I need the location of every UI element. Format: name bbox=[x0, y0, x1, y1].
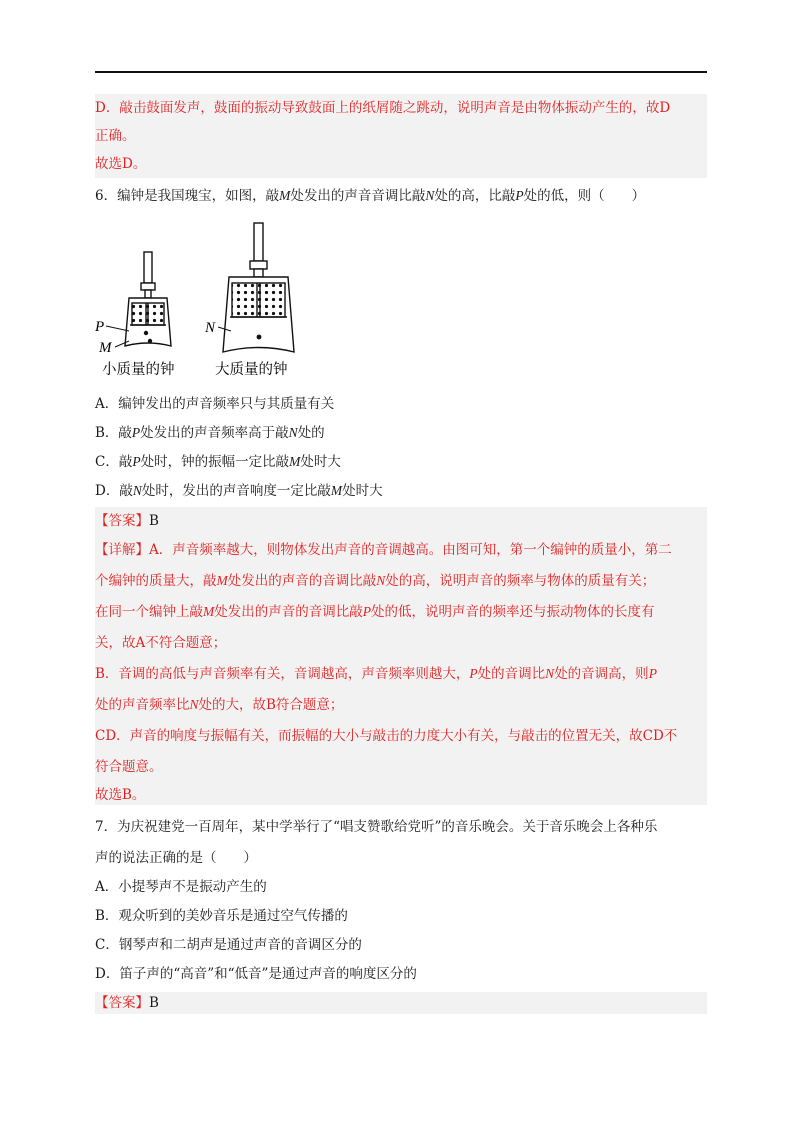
prev-answer-d-line2: 正确。 bbox=[95, 128, 136, 144]
caption-large-bell: 大质量的钟 bbox=[215, 362, 288, 378]
label-n: N bbox=[205, 320, 216, 336]
small-bell bbox=[125, 252, 171, 346]
point-p bbox=[144, 331, 148, 335]
q7-answer-block bbox=[95, 992, 707, 1014]
q6-detail-l4: 关，故A不符合题意； bbox=[95, 635, 227, 651]
q6-detail-final: 故选B。 bbox=[95, 787, 146, 803]
q7-stem-line1: 7．为庆祝建党一百周年，某中学举行了“唱支赞歌给党听”的音乐晚会。关于音乐晚会上各种乐 bbox=[95, 819, 658, 835]
label-p: P bbox=[95, 319, 105, 335]
q7-option-c: C．钢琴声和二胡声是通过声音的音调区分的 bbox=[95, 937, 362, 953]
header-rule bbox=[95, 71, 707, 73]
q7-option-d: D．笛子声的“高音”和“低音”是通过声音的响度区分的 bbox=[95, 966, 417, 982]
prev-answer-d-line1: D．敲击鼓面发声，鼓面的振动导致鼓面上的纸屑随之跳动，说明声音是由物体振动产生的，故D bbox=[95, 100, 671, 116]
q6-option-d: D．敲N处时，发出的声音响度一定比敲M处时大 bbox=[95, 483, 383, 499]
prev-answer-final: 故选D。 bbox=[95, 156, 147, 172]
point-n bbox=[257, 335, 262, 340]
q7-stem-line2: 声的说法正确的是（ ） bbox=[95, 850, 257, 866]
q7-answer: 【答案】B bbox=[95, 995, 159, 1011]
bells-diagram bbox=[95, 219, 315, 379]
q6-detail-l2: 个编钟的质量大，敲M处发出的声音的音调比敲N处的高，说明声音的频率与物体的质量有关； bbox=[95, 573, 656, 589]
q6-option-b: B．敲P处发出的声音频率高于敲N处的 bbox=[95, 425, 325, 441]
point-m bbox=[148, 339, 152, 343]
q6-detail-l8: 符合题意。 bbox=[95, 759, 163, 775]
q6-detail-l1: 【详解】A．声音频率越大，则物体发出声音的音调越高。由图可知，第一个编钟的质量小，第二 bbox=[95, 542, 672, 558]
q6-detail-l3: 在同一个编钟上敲M处发出的声音的音调比敲P处的低，说明声音的频率还与振动物体的长度有 bbox=[95, 604, 655, 620]
q6-detail-l7: CD．声音的响度与振幅有关，而振幅的大小与敲击的力度大小有关，与敲击的位置无关，故CD不 bbox=[95, 728, 678, 744]
q6-stem: 6．编钟是我国瑰宝，如图，敲M处发出的声音音调比敲N处的高，比敲P处的低，则（ ） bbox=[95, 188, 646, 204]
q6-detail-l6: 处的声音频率比N处的大，故B符合题意； bbox=[95, 697, 344, 713]
p-leader bbox=[106, 326, 129, 331]
bells-figure bbox=[95, 219, 315, 383]
q6-detail-l5: B．音调的高低与声音频率有关，音调越高，声音频率则越大，P处的音调比N处的音调高，则P bbox=[95, 666, 657, 682]
caption-small-bell: 小质量的钟 bbox=[102, 362, 175, 378]
label-m: M bbox=[99, 340, 112, 356]
q6-option-a: A．编钟发出的声音频率只与其质量有关 bbox=[95, 396, 335, 412]
q7-option-b: B．观众听到的美妙音乐是通过空气传播的 bbox=[95, 908, 348, 924]
q6-option-c: C．敲P处时，钟的振幅一定比敲M处时大 bbox=[95, 454, 341, 470]
q7-option-a: A．小提琴声不是振动产生的 bbox=[95, 879, 267, 895]
q6-answer: 【答案】B bbox=[95, 513, 159, 529]
large-bell bbox=[223, 223, 294, 352]
